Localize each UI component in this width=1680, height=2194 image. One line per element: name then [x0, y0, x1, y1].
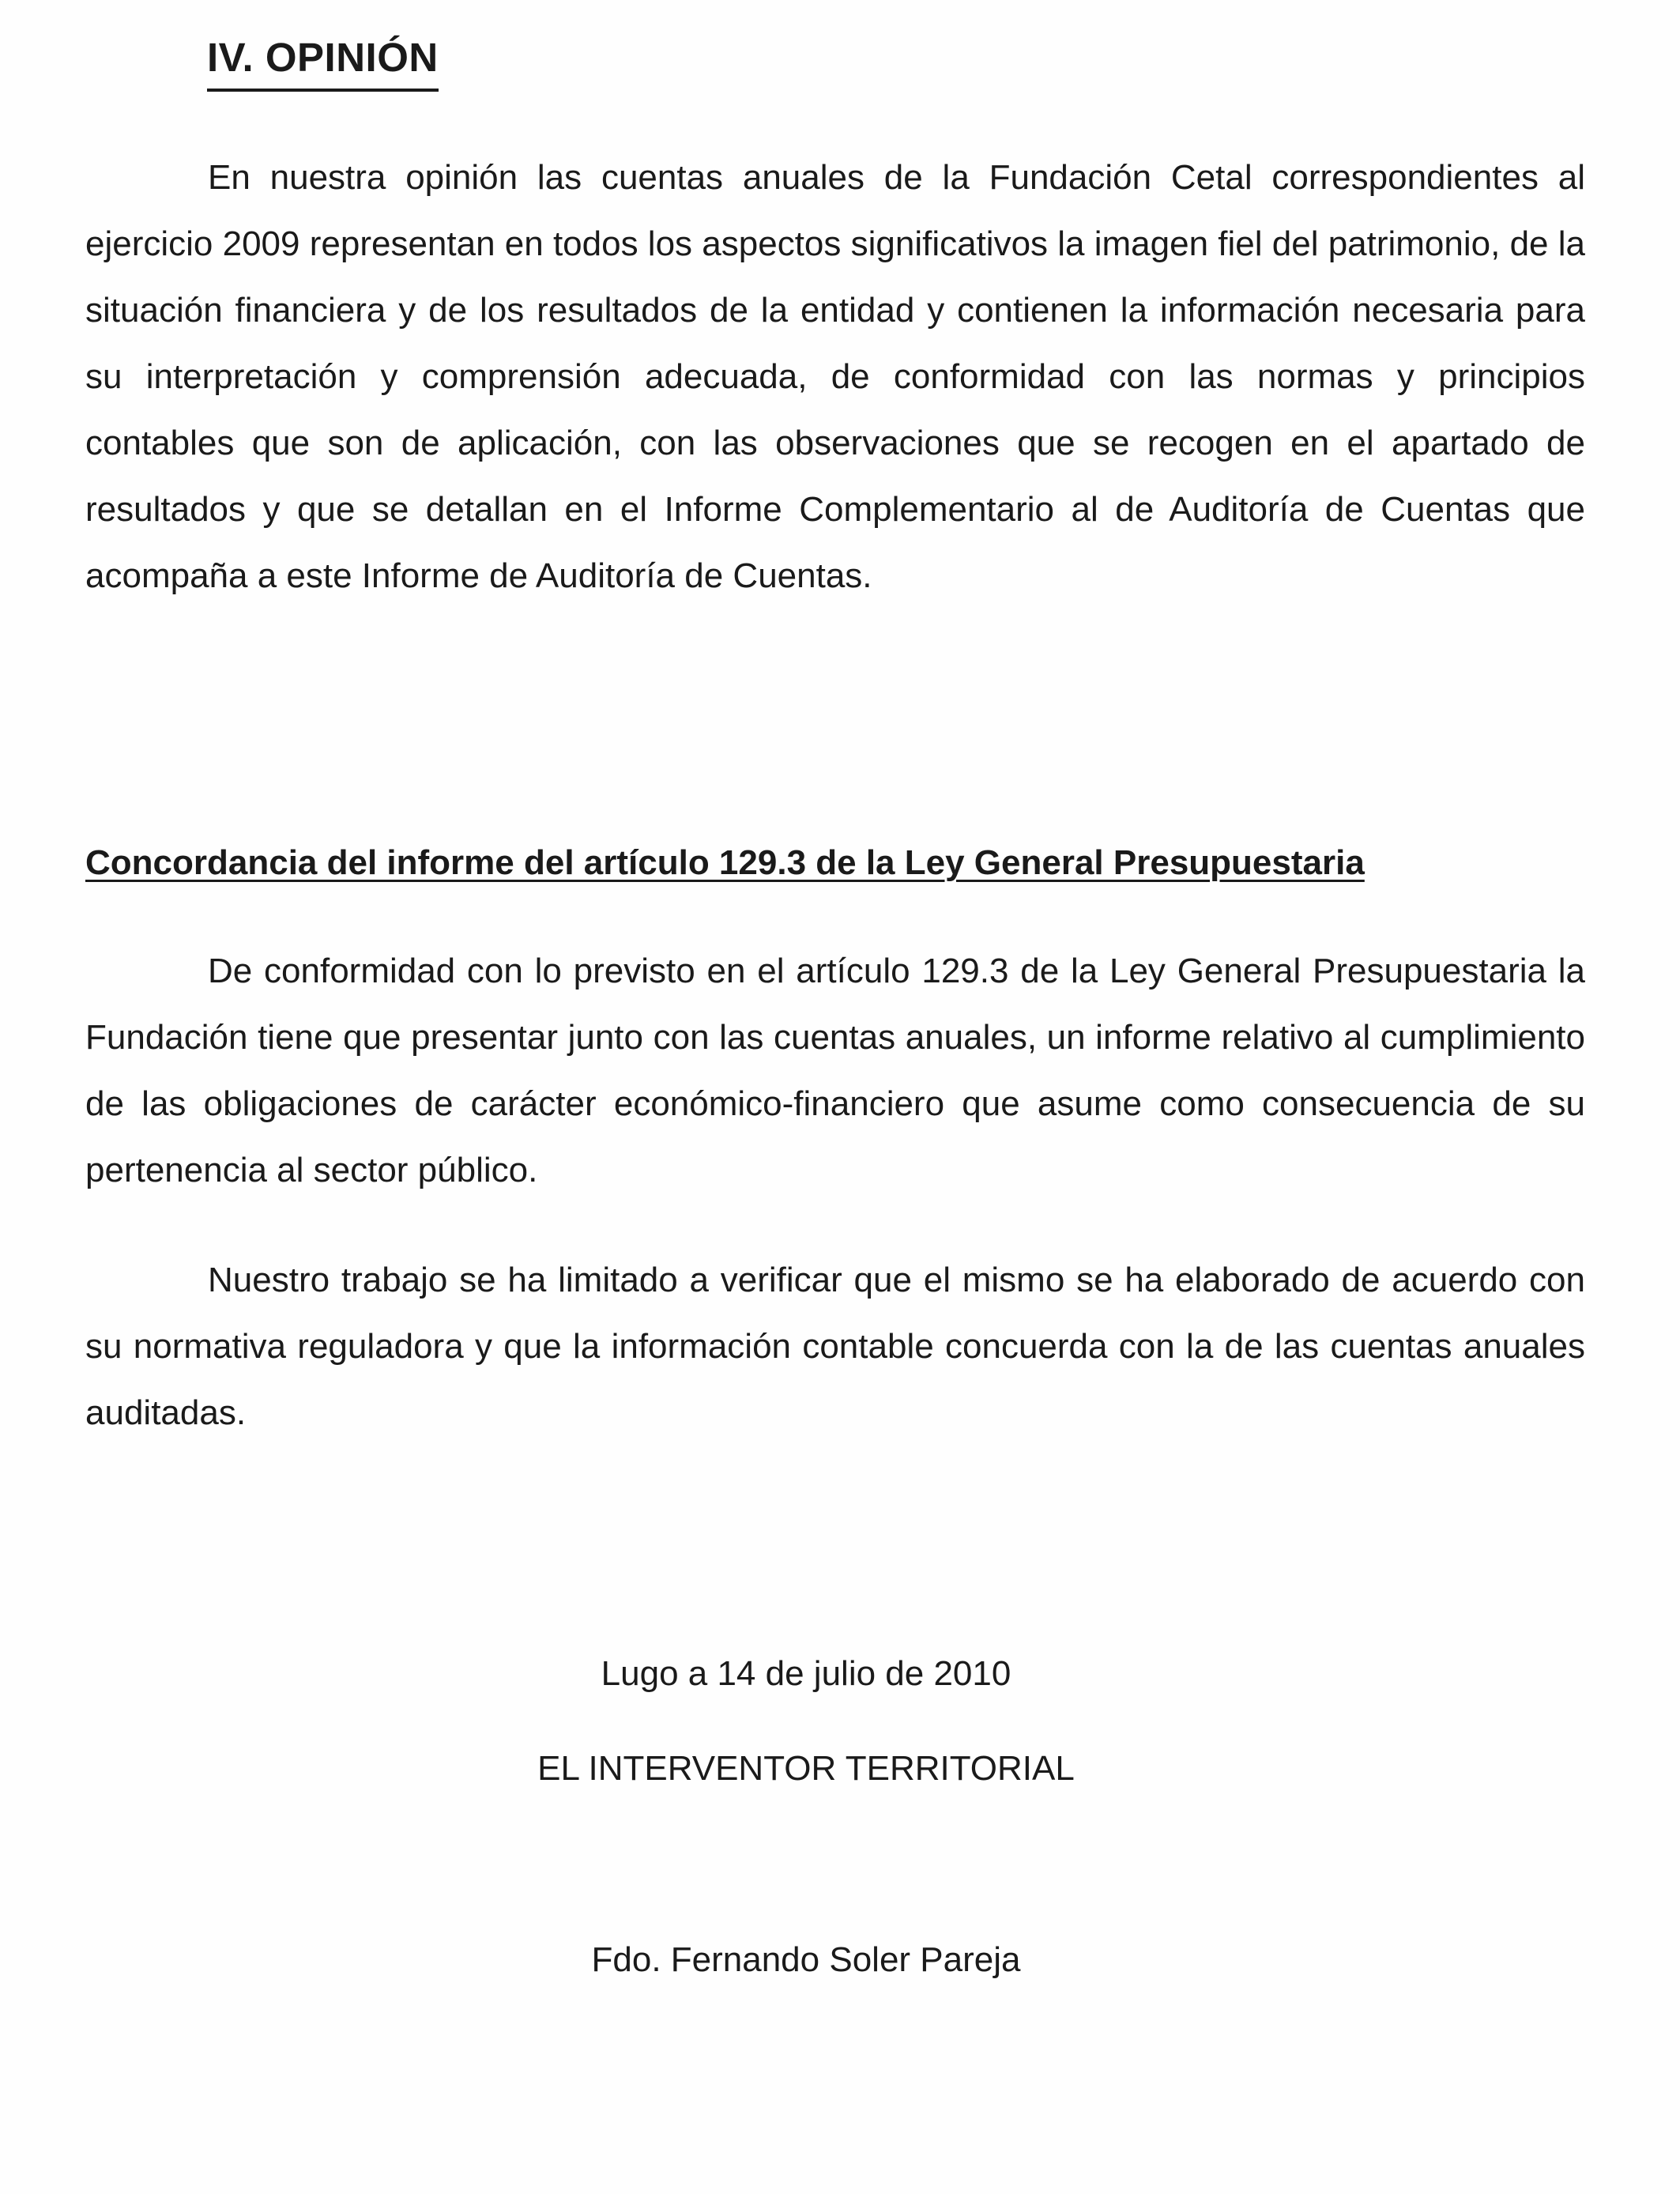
place-and-date: Lugo a 14 de julio de 2010 — [601, 1654, 1011, 1693]
opinion-section-title: IV. OPINIÓN — [207, 32, 439, 92]
opinion-paragraph: En nuestra opinión las cuentas anuales de la Fundación Cetal correspondientes al ejercicio 2009 representan en todos los aspectos significativos la imagen fiel del patrimonio, de la situación financiera y de los resultados de la entidad y contienen la información necesaria para su interpretación y comprensión adecuada, de conformidad con las normas y principios contables que son de aplicación, con las observaciones que se recogen en el apartado de resultados y que se detallan en el Informe Complementario al de Auditoría de Cuentas que acompaña a este Informe de Auditoría de Cuentas. — [85, 158, 1585, 595]
signature-line: Fdo. Fernando Soler Pareja — [591, 1940, 1021, 1979]
signer-title: EL INTERVENTOR TERRITORIAL — [537, 1749, 1075, 1788]
concordancia-section-title: Concordancia del informe del artículo 129.3 de la Ley General Presupuestaria — [85, 843, 1365, 882]
concordancia-paragraph: De conformidad con lo previsto en el artículo 129.3 de la Ley General Presupuestaria la Fundación tiene que presentar junto con las cuentas anuales, un informe relativo al cumplimiento de las obligaciones de carácter económico-financiero que asume como consecuencia de su pertenencia al sector público. — [85, 952, 1585, 1189]
scope-paragraph: Nuestro trabajo se ha limitado a verificar que el mismo se ha elaborado de acuerdo con su normativa reguladora y que la información contable concuerda con la de las cuentas anuales auditadas. — [85, 1261, 1585, 1432]
